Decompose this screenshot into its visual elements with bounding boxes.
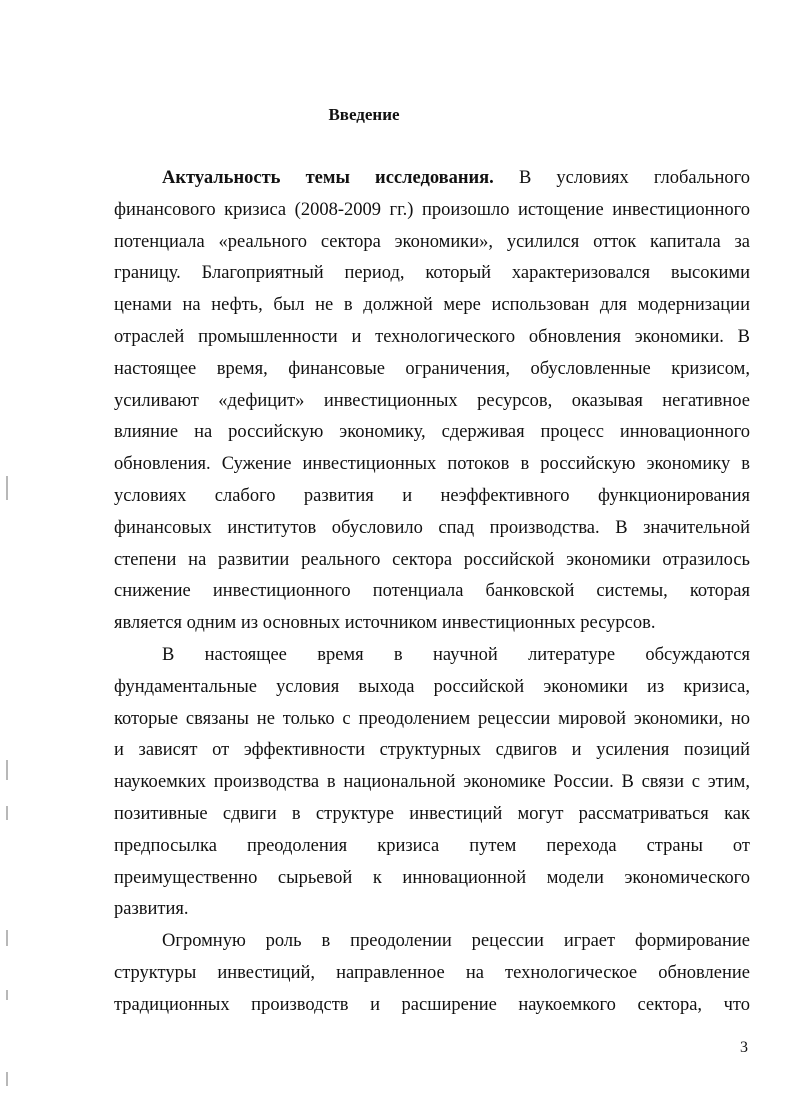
scan-mark xyxy=(6,1072,8,1086)
page-title: Введение xyxy=(328,105,400,124)
paragraph-1-line-7: настоящее время, финансовые ограничения, обусловленные кризисом, xyxy=(114,358,750,379)
paragraph-1-line-2: финансового кризиса (2008-2009 гг.) произошло истощение инвестиционного xyxy=(114,199,750,220)
paragraph-1-lead: Актуальность темы исследования. xyxy=(162,168,494,188)
paragraph-2-line-1: В настоящее время в научной литературе обсуждаются xyxy=(162,644,750,665)
paragraph-2-line-8: преимущественно сырьевой к инновационной модели экономического xyxy=(114,867,750,888)
paragraph-2-line-9: развития. xyxy=(114,899,189,920)
page-number: 3 xyxy=(740,1039,748,1056)
scan-mark xyxy=(6,806,8,820)
paragraph-1-line-5: ценами на нефть, был не в должной мере использован для модернизации xyxy=(114,295,750,316)
paragraph-1-line-3: потенциала «реального сектора экономики», усилился отток капитала за xyxy=(114,231,750,252)
scan-mark xyxy=(6,760,8,780)
paragraph-3-line-3: традиционных производств и расширение наукоемкого сектора, что xyxy=(114,994,750,1015)
scan-mark xyxy=(6,930,8,946)
paragraph-1-line-6: отраслей промышленности и технологического обновления экономики. В xyxy=(114,326,750,347)
paragraph-2-line-5: наукоемких производства в национальной экономике России. В связи с этим, xyxy=(114,772,750,793)
paragraph-2-line-7: предпосылка преодоления кризиса путем перехода страны от xyxy=(114,835,750,856)
paragraph-1-line-4: границу. Благоприятный период, который характеризовался высокими xyxy=(114,263,750,284)
paragraph-2-line-3: которые связаны не только с преодолением рецессии мировой экономики, но xyxy=(114,708,750,729)
paragraph-2-line-6: позитивные сдвиги в структуре инвестиций могут рассматриваться как xyxy=(114,803,750,824)
paragraph-1-line-8: усиливают «дефицит» инвестиционных ресурсов, оказывая негативное xyxy=(114,390,750,411)
paragraph-2-line-2: фундаментальные условия выхода российской экономики из кризиса, xyxy=(114,676,750,697)
paragraph-1-line-13: степени на развитии реального сектора российской экономики отразилось xyxy=(114,549,750,570)
paragraph-1-line-1-text: В условиях глобального xyxy=(493,168,750,188)
paragraph-1-line-14: снижение инвестиционного потенциала банковской системы, которая xyxy=(114,581,750,602)
scan-mark xyxy=(6,990,8,1000)
paragraph-1-line-15: является одним из основных источником инвестиционных ресурсов. xyxy=(114,613,656,634)
paragraph-1-line-11: условиях слабого развития и неэффективного функционирования xyxy=(114,485,750,506)
paragraph-1-line-10: обновления. Сужение инвестиционных потоков в российскую экономику в xyxy=(114,454,750,475)
text-body xyxy=(114,163,750,1022)
paragraph-1-line-1 xyxy=(114,163,750,195)
paragraph-3-line-1: Огромную роль в преодолении рецессии играет формирование xyxy=(162,931,750,952)
paragraph-1-line-9: влияние на российскую экономику, сдерживая процесс инновационного xyxy=(114,422,750,443)
scan-mark xyxy=(6,476,8,500)
paragraph-2-line-4: и зависят от эффективности структурных сдвигов и усиления позиций xyxy=(114,740,750,761)
paragraph-3-line-2: структуры инвестиций, направленное на технологическое обновление xyxy=(114,962,750,983)
paragraph-1-line-12: финансовых институтов обусловило спад производства. В значительной xyxy=(114,517,750,538)
